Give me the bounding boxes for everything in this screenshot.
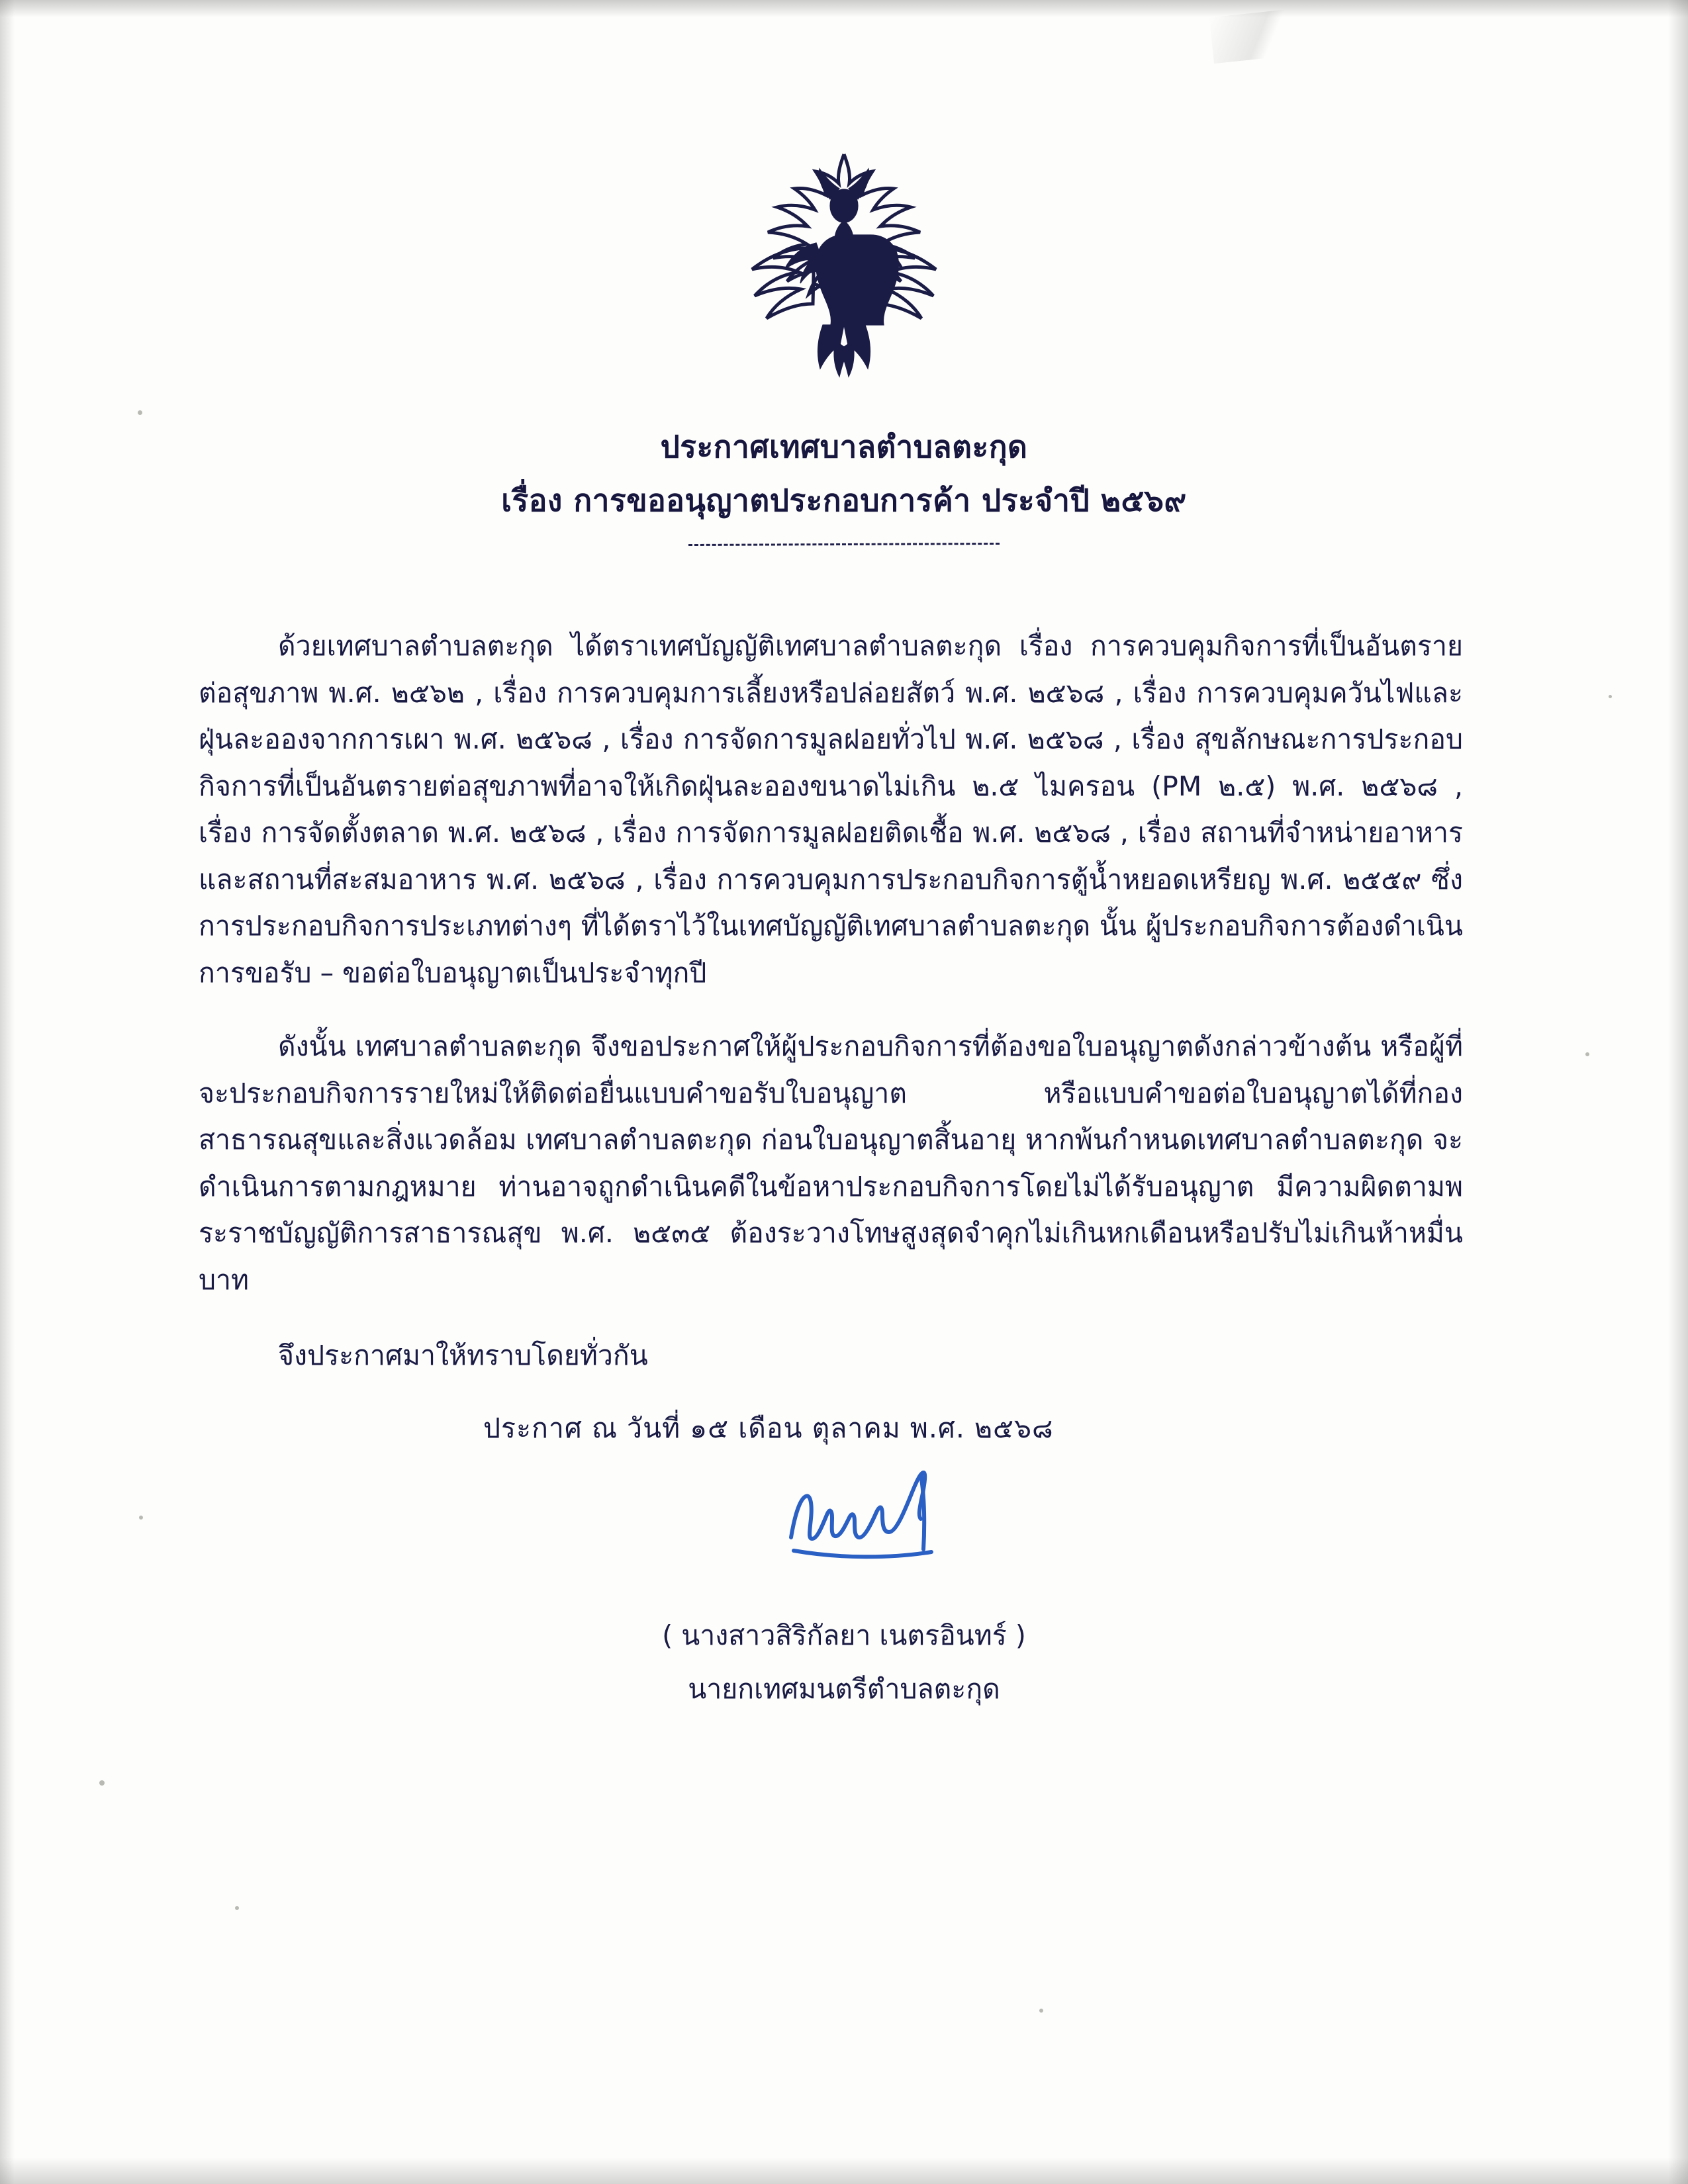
closing-line: จึงประกาศมาให้ทราบโดยทั่วกัน [278, 1340, 648, 1372]
paragraph-2-text: ดังนั้น เทศบาลตำบลตะกุด จึงขอประกาศให้ผู้ประกอบกิจการที่ต้องขอใบอนุญาตดังกล่าวข้างต้น หรือผู้ที่จะประกอบกิจการรายใหม่ให้ติดต่อยื่นแบบคำขอรับใบอนุญาต หรือแบบคำขอต่อใบอนุญาตได้ที่กองสาธารณสุขและสิ่งแวดล้อม เทศบาลตำบลตะกุด ก่อนใบอนุญาตสิ้นอายุ หากพ้นกำหนดเทศบาลตำบลตะกุด จะดำเนินการตามกฎหมาย ท่านอาจถูกดำเนินคดีในข้อหาประกอบกิจการโดยไม่ได้รับอนุญาต มีความผิดตามพระราชบัญญัติการสาธารณสุข พ.ศ. ๒๕๓๕ ต้องระวางโทษสูงสุดจำคุกไม่เกินหกเดือนหรือปรับไม่เกินห้าหมื่นบาท [199, 1030, 1463, 1296]
scan-edge-shadow-bottom [0, 2158, 1688, 2184]
scan-edge-shadow-top [0, 0, 1688, 17]
signature-block [0, 1466, 1688, 1711]
emblem-container [0, 142, 1688, 383]
paragraph-1 [199, 623, 1463, 996]
signer-role: นายกเทศมนตรีตำบลตะกุด [688, 1673, 1000, 1705]
title-block [0, 424, 1688, 545]
scan-speck [1039, 2009, 1043, 2013]
signer-name: ( นางสาวสิริกัลยา เนตรอินทร์ ) [662, 1619, 1026, 1651]
document-body [199, 596, 1463, 1450]
handwritten-signature-icon [765, 1466, 1003, 1572]
page-title: ประกาศเทศบาลตำบลตะกุด [660, 429, 1028, 465]
scan-speck [1585, 1052, 1589, 1056]
scan-speck [99, 1780, 105, 1786]
garuda-emblem-icon [735, 142, 953, 381]
scan-speck [138, 410, 142, 415]
paragraph-1-text: ด้วยเทศบาลตำบลตะกุด ได้ตราเทศบัญญัติเทศบาลตำบลตะกุด เรื่อง การควบคุมกิจการที่เป็นอันตรายต่อสุขภาพ พ.ศ. ๒๕๖๒ , เรื่อง การควบคุมการเลี้ยงหรือปล่อยสัตว์ พ.ศ. ๒๕๖๘ , เรื่อง การควบคุมควันไฟและฝุ่นละอองจากการเผา พ.ศ. ๒๕๖๘ , เรื่อง การจัดการมูลฝอยทั่วไป พ.ศ. ๒๕๖๘ , เรื่อง สุขลักษณะการประกอบกิจการที่เป็นอันตรายต่อสุขภาพที่อาจให้เกิดฝุ่นละอองขนาดไม่เกิน ๒.๕ ไมครอน (PM ๒.๕) พ.ศ. ๒๕๖๘ , เรื่อง การจัดตั้งตลาด พ.ศ. ๒๕๖๘ , เรื่อง การจัดการมูลฝอยติดเชื้อ พ.ศ. ๒๕๖๘ , เรื่อง สถานที่จำหน่ายอาหารและสถานที่สะสมอาหาร พ.ศ. ๒๕๖๘ , เรื่อง การควบคุมการประกอบกิจการตู้น้ำหยอดเหรียญ พ.ศ. ๒๕๕๙ ซึ่งการประกอบกิจการประเภทต่างๆ ที่ได้ตราไว้ในเทศบัญญัติเทศบาลตำบลตะกุด นั้น ผู้ประกอบกิจการต้องดำเนินการขอรับ – ขอต่อใบอนุญาตเป็นประจำทุกปี [199, 630, 1463, 989]
date-line: ประกาศ ณ วันที่ ๑๕ เดือน ตุลาคม พ.ศ. ๒๕๖๘ [483, 1412, 1054, 1444]
title-divider [688, 543, 1000, 546]
scan-speck [1609, 695, 1612, 698]
page-subtitle: เรื่อง การขออนุญาตประกอบการค้า ประจำปี ๒๕๖๙ [501, 482, 1187, 519]
scan-speck [235, 1906, 239, 1910]
paper-fold-artifact [1209, 7, 1319, 64]
paragraph-2 [199, 1023, 1463, 1303]
